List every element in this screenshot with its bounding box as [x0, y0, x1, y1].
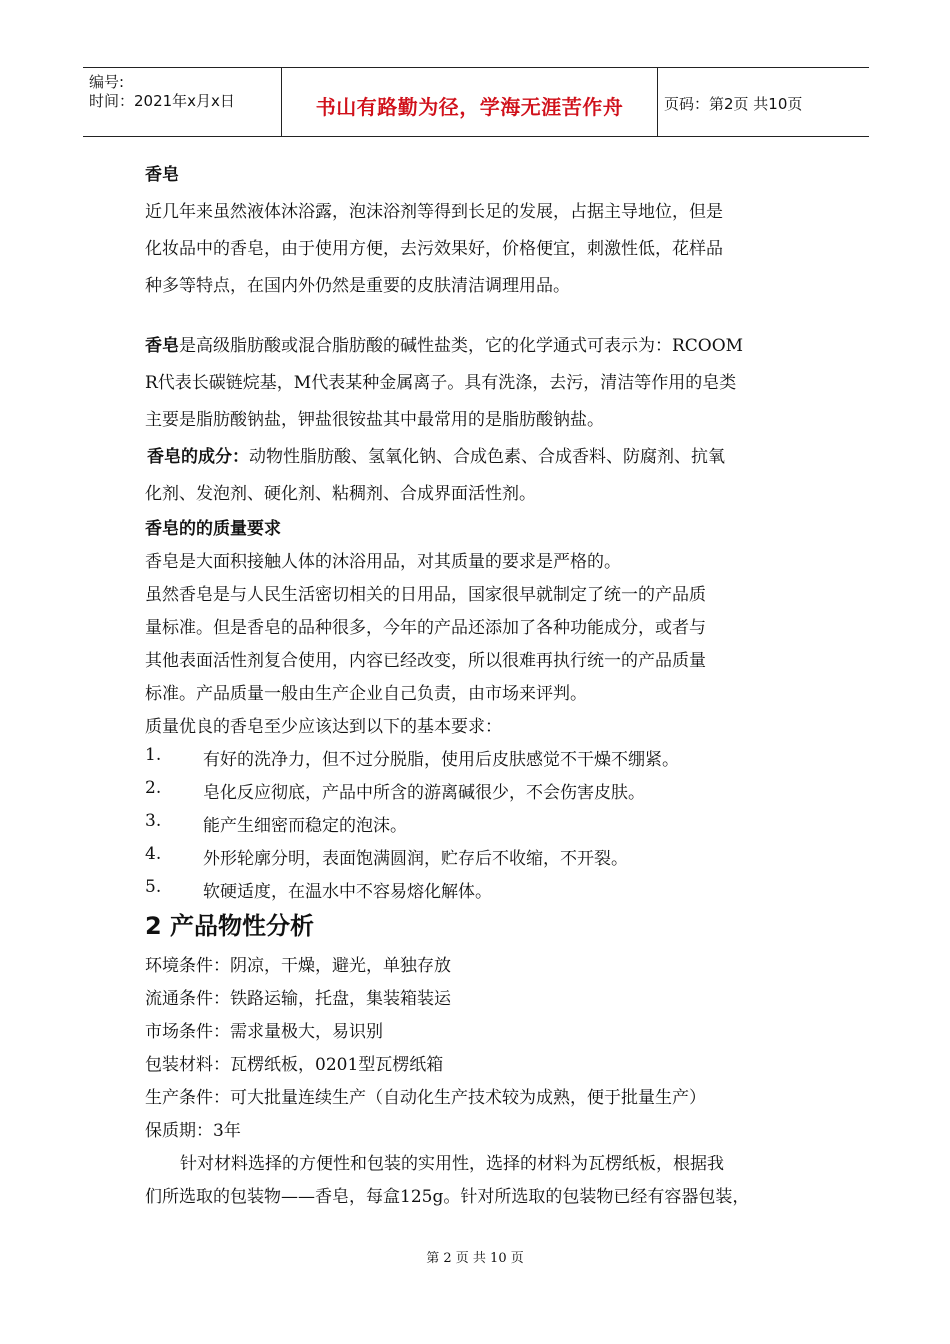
quality-line: 香皂是大面积接触人体的沐浴用品，对其质量的要求是严格的。 [145, 552, 621, 572]
analysis-condition: 保质期：3年 [145, 1121, 241, 1141]
doc-number-label: 编号: [89, 73, 125, 91]
soap-intro-line: 种多等特点，在国内外仍然是重要的皮肤清洁调理用品。 [145, 276, 570, 296]
header-motto-cell [282, 68, 658, 136]
soap-definition-text: 是高级脂肪酸或混合脂肪酸的碱性盐类，它的化学通式可表示为：RCOOM [179, 336, 744, 356]
analysis-paragraph-line: 针对材料选择的方便性和包装的实用性，选择的材料为瓦楞纸板，根据我 [180, 1154, 724, 1174]
analysis-paragraph-line: 们所选取的包装物——香皂，每盒125g。针对所选取的包装物已经有容器包装， [145, 1187, 750, 1207]
header-motto: 书山有路勤为径，学海无涯苦作舟 [315, 95, 624, 119]
quality-line: 量标准。但是香皂的品种很多，今年的产品还添加了各种功能成分，或者与 [145, 618, 706, 638]
analysis-heading: 2 产品物性分析 [145, 912, 315, 940]
soap-ingredients-text: 动物性脂肪酸、氢氧化钠、合成色素、合成香料、防腐剂、抗氧 [249, 447, 725, 467]
requirement-text: 能产生细密而稳定的泡沫。 [203, 816, 407, 836]
requirement-number: 4. [145, 844, 162, 864]
requirement-number: 3. [145, 811, 162, 831]
doc-date-label: 时间：2021年x月x日 [89, 92, 235, 110]
soap-definition-line: R代表长碳链烷基，M代表某种金属离子。具有洗涤，去污，清洁等作用的皂类 [145, 373, 737, 393]
soap-intro-line: 近几年来虽然液体沐浴露，泡沫浴剂等得到长足的发展，占据主导地位，但是 [145, 202, 723, 222]
analysis-condition: 生产条件：可大批量连续生产（自动化生产技术较为成熟，便于批量生产） [145, 1088, 706, 1108]
header-page-cell [658, 68, 869, 136]
soap-intro-line: 化妆品中的香皂，由于使用方便，去污效果好，价格便宜，刺激性低，花样品 [145, 239, 723, 259]
requirement-text: 软硬适度，在温水中不容易熔化解体。 [203, 882, 492, 902]
requirement-text: 皂化反应彻底，产品中所含的游离碱很少，不会伤害皮肤。 [203, 783, 645, 803]
requirement-number: 5. [145, 877, 162, 897]
header-info-cell [83, 68, 282, 136]
quality-line: 标准。产品质量一般由生产企业自己负责，由市场来评判。 [145, 684, 587, 704]
quality-title: 香皂的的质量要求 [145, 519, 281, 539]
requirement-text: 外形轮廓分明，表面饱满圆润，贮存后不收缩，不开裂。 [203, 849, 628, 869]
page-header [83, 67, 869, 137]
header-page-label: 页码：第2页 共10页 [664, 95, 803, 113]
soap-ingredients-line: 化剂、发泡剂、硬化剂、粘稠剂、合成界面活性剂。 [145, 484, 536, 504]
analysis-condition: 环境条件：阴凉，干燥，避光，单独存放 [145, 956, 451, 976]
requirement-number: 2. [145, 778, 162, 798]
requirement-text: 有好的洗净力，但不过分脱脂，使用后皮肤感觉不干燥不绷紧。 [203, 750, 679, 770]
soap-ingredients-line [147, 442, 725, 467]
soap-definition-term: 香皂 [145, 336, 179, 356]
analysis-condition: 市场条件：需求量极大，易识别 [145, 1022, 383, 1042]
soap-definition-line: 主要是脂肪酸钠盐，钾盐很铵盐其中最常用的是脂肪酸钠盐。 [145, 410, 604, 430]
quality-line: 其他表面活性剂复合使用，内容已经改变，所以很难再执行统一的产品质量 [145, 651, 706, 671]
soap-definition-line [145, 331, 743, 356]
analysis-condition: 包装材料：瓦楞纸板，0201型瓦楞纸箱 [145, 1055, 444, 1075]
soap-ingredients-label: 香皂的成分： [147, 447, 249, 467]
quality-line: 虽然香皂是与人民生活密切相关的日用品，国家很早就制定了统一的产品质 [145, 585, 706, 605]
quality-line: 质量优良的香皂至少应该达到以下的基本要求： [145, 717, 502, 737]
requirement-number: 1. [145, 745, 162, 765]
soap-title: 香皂 [145, 165, 179, 185]
analysis-condition: 流通条件：铁路运输，托盘，集装箱装运 [145, 989, 451, 1009]
page-footer: 第 2 页 共 10 页 [426, 1251, 524, 1266]
